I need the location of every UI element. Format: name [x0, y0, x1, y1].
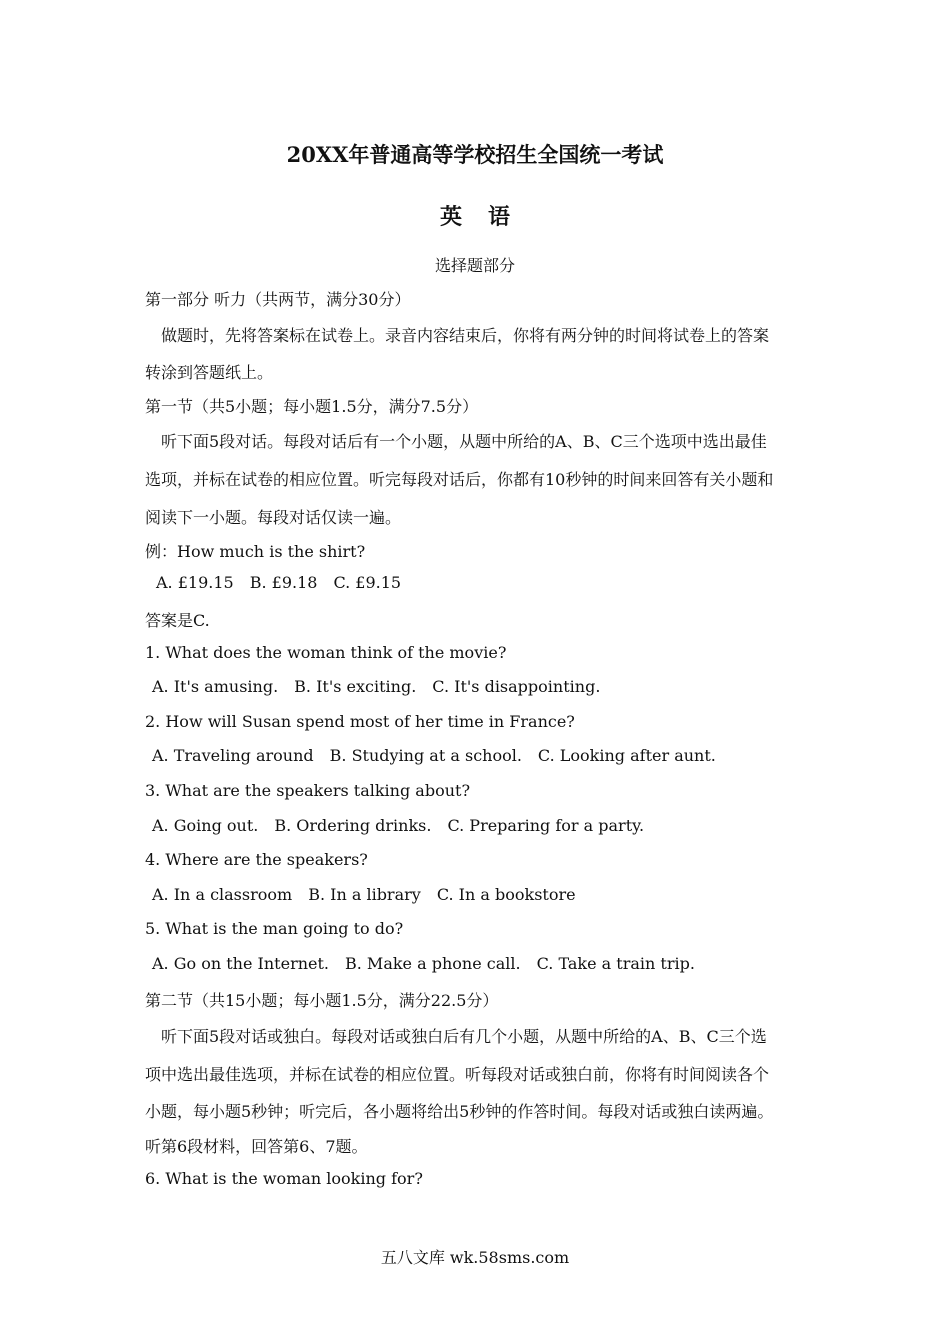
option: B. Studying at a school. — [329, 746, 522, 765]
option: C. In a bookstore — [436, 885, 576, 904]
option: C. Take a train trip. — [536, 954, 695, 973]
question-options — [152, 885, 592, 904]
question-options — [152, 677, 616, 696]
section2-heading: 第二节（共15小题；每小题1.5分，满分22.5分） — [145, 991, 499, 1010]
option: A. In a classroom — [152, 885, 293, 904]
question: 2. How will Susan spend most of her time in France? — [145, 712, 575, 731]
section-heading: 选择题部分 — [434, 256, 515, 275]
example-options — [156, 573, 417, 592]
material-heading: 听第6段材料，回答第6、7题。 — [145, 1137, 368, 1156]
question: 1. What does the woman think of the movie? — [145, 643, 507, 662]
instruction-line: 做题时，先将答案标在试卷上。录音内容结束后，你将有两分钟的时间将试卷上的答案 — [161, 326, 770, 345]
subject-char-2: 语 — [488, 204, 511, 230]
option: B. It's exciting. — [294, 677, 417, 696]
option: A. Traveling around — [152, 746, 314, 765]
option: C. It's disappointing. — [432, 677, 601, 696]
option: A. Go on the Internet. — [152, 954, 329, 973]
instruction-line: 听下面5段对话或独白。每段对话或独白后有几个小题，从题中所给的A、B、C三个选 — [161, 1027, 767, 1046]
instruction-line: 选项，并标在试卷的相应位置。听完每段对话后，你都有10秒钟的时间来回答有关小题和 — [145, 470, 774, 489]
option: A. It's amusing. — [152, 677, 279, 696]
section1-heading: 第一节（共5小题；每小题1.5分，满分7.5分） — [145, 397, 479, 416]
option: B. In a library — [308, 885, 421, 904]
option: C. Preparing for a party. — [447, 816, 645, 835]
option: C. £9.15 — [333, 573, 402, 592]
question-options — [152, 816, 660, 835]
question-options — [152, 746, 732, 765]
subject-char-1: 英 — [439, 204, 462, 230]
question: 6. What is the woman looking for? — [145, 1169, 423, 1188]
example-question: 例：How much is the shirt? — [145, 542, 366, 561]
option: A. Going out. — [152, 816, 259, 835]
option: B. Make a phone call. — [345, 954, 521, 973]
footer-watermark: 五八文库 wk.58sms.com — [380, 1248, 570, 1267]
option: B. £9.18 — [249, 573, 318, 592]
option: C. Looking after aunt. — [537, 746, 716, 765]
option: A. £19.15 — [156, 573, 234, 592]
question: 3. What are the speakers talking about? — [145, 781, 471, 800]
question: 5. What is the man going to do? — [145, 919, 404, 938]
instruction-line: 听下面5段对话。每段对话后有一个小题，从题中所给的A、B、C三个选项中选出最佳 — [161, 432, 767, 451]
example-answer: 答案是C. — [145, 611, 210, 630]
subject-title — [0, 200, 950, 231]
exam-title: 20XX年普通高等学校招生全国统一考试 — [286, 142, 664, 167]
instruction-line: 阅读下一小题。每段对话仅读一遍。 — [145, 508, 402, 527]
instruction-line: 转涂到答题纸上。 — [145, 363, 274, 382]
part1-heading: 第一部分 听力（共两节，满分30分） — [145, 290, 411, 309]
question: 4. Where are the speakers? — [145, 850, 368, 869]
instruction-line: 小题，每小题5秒钟；听完后，各小题将给出5秒钟的作答时间。每段对话或独白读两遍。 — [145, 1102, 774, 1121]
question-options — [152, 954, 711, 973]
instruction-line: 项中选出最佳选项，并标在试卷的相应位置。听每段对话或独白前，你将有时间阅读各个 — [145, 1065, 770, 1084]
option: B. Ordering drinks. — [274, 816, 432, 835]
